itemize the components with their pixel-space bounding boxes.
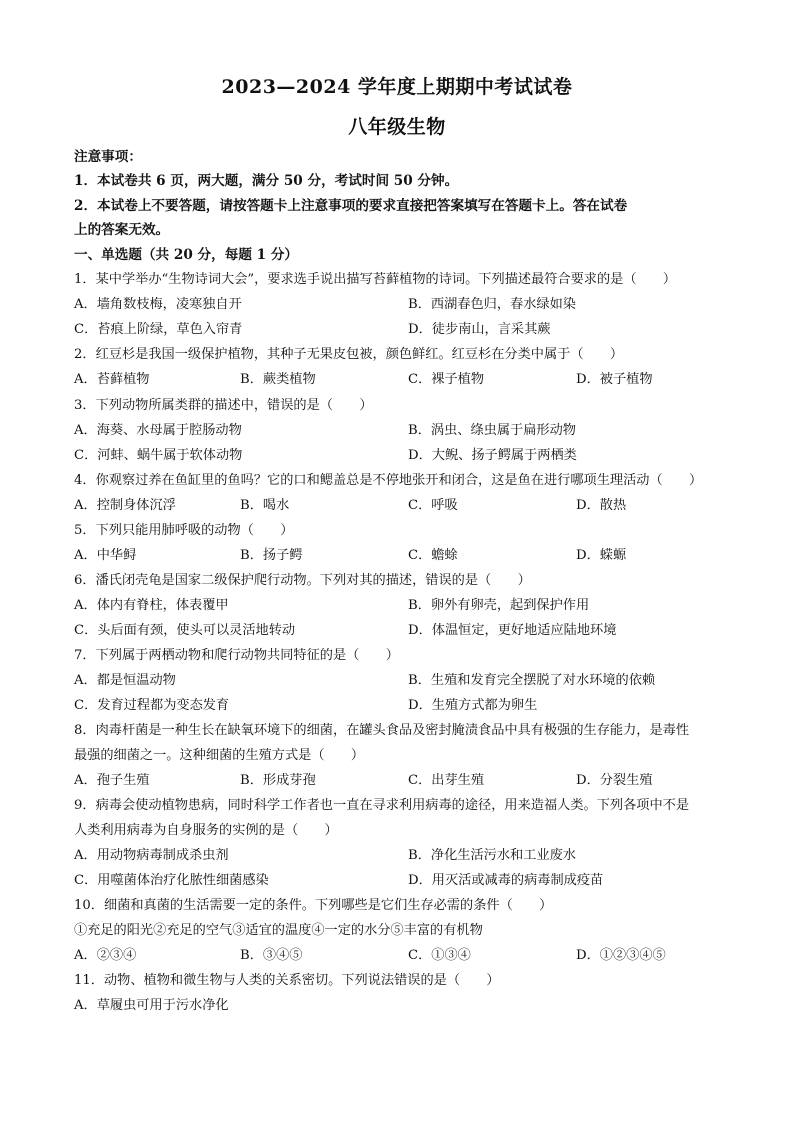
- question-stem-cont: 最强的细菌之一。这种细菌的生殖方式是（ ）: [74, 748, 365, 763]
- option-c: C．呼吸: [408, 498, 458, 513]
- option-c: C．苔痕上阶绿，草色入帘青: [74, 322, 243, 337]
- option-d: D．大鲵、扬子鳄属于两栖类: [408, 448, 577, 463]
- option-a: A．草履虫可用于污水净化: [74, 998, 229, 1013]
- option-b: B．蕨类植物: [240, 372, 316, 387]
- section-heading: 一、单选题（共 20 分，每题 1 分）: [74, 247, 299, 263]
- option-b: B．西湖春色归，春水绿如染: [408, 297, 576, 312]
- option-a: A．②③④: [74, 948, 137, 963]
- option-c: C．头后面有颈，使头可以灵活地转动: [74, 623, 296, 638]
- notice-heading: 注意事项：: [74, 149, 142, 165]
- option-c: C．裸子植物: [408, 372, 485, 387]
- option-c: C．出芽生殖: [408, 773, 485, 788]
- option-d: D．散热: [576, 498, 627, 513]
- option-b: B．扬子鳄: [240, 548, 303, 563]
- option-a: A．苔藓植物: [74, 372, 150, 387]
- notice-item-2: 2．本试卷上不要答题，请按答题卡上注意事项的要求直接把答案填写在答题卡上。答在试卷: [74, 198, 628, 214]
- option-c: C．河蚌、蜗牛属于软体动物: [74, 448, 243, 463]
- question-stem: 1．某中学举办“生物诗词大会”，要求选手说出描写苔藓植物的诗词。下列描述最符合要求的是（ ）: [74, 272, 677, 287]
- question-stem: 3．下列动物所属类群的描述中，错误的是（ ）: [74, 398, 373, 413]
- question-stem-cont: ①充足的阳光②充足的空气③适宜的温度④一定的水分⑤丰富的有机物: [74, 923, 483, 938]
- question-stem: 8．肉毒杆菌是一种生长在缺氧环境下的细菌，在罐头食品及密封腌渍食品中具有极强的生存能力，是毒性: [74, 723, 690, 738]
- option-b: B．净化生活污水和工业废水: [408, 848, 576, 863]
- option-d: D．分裂生殖: [576, 773, 653, 788]
- option-d: D．被子植物: [576, 372, 653, 387]
- question-stem: 5．下列只能用肺呼吸的动物（ ）: [74, 523, 294, 538]
- option-d: D．蝾螈: [576, 548, 627, 563]
- option-c: C．蟾蜍: [408, 548, 458, 563]
- option-a: A．控制身体沉浮: [74, 498, 176, 513]
- option-c: C．发育过程都为变态发育: [74, 698, 230, 713]
- option-a: A．孢子生殖: [74, 773, 150, 788]
- option-a: A．中华鲟: [74, 548, 137, 563]
- option-a: A．海葵、水母属于腔肠动物: [74, 423, 242, 438]
- option-d: D．①②③④⑤: [576, 948, 666, 963]
- option-b: B．形成芽孢: [240, 773, 316, 788]
- question-stem: 6．潘氏闭壳龟是国家二级保护爬行动物。下列对其的描述，错误的是（ ）: [74, 573, 531, 588]
- exam-subject: 八年级生物: [348, 116, 446, 138]
- option-b: B．③④⑤: [240, 948, 303, 963]
- question-stem-cont: 人类利用病毒为自身服务的实例的是（ ）: [74, 823, 338, 838]
- option-d: D．生殖方式都为卵生: [408, 698, 538, 713]
- option-a: A．都是恒温动物: [74, 673, 176, 688]
- option-b: B．涡虫、绦虫属于扁形动物: [408, 423, 576, 438]
- option-a: A．墙角数枝梅，凌寒独自开: [74, 297, 242, 312]
- option-d: D．徒步南山，言采其蕨: [408, 322, 551, 337]
- option-b: B．喝水: [240, 498, 290, 513]
- option-c: C．①③④: [408, 948, 471, 963]
- exam-title: 2023—2024 学年度上期期中考试试卷: [221, 76, 573, 98]
- question-stem: 10．细菌和真菌的生活需要一定的条件。下列哪些是它们生存必需的条件（ ）: [74, 898, 553, 913]
- option-b: B．生殖和发育完全摆脱了对水环境的依赖: [408, 673, 656, 688]
- notice-item-1: 1．本试卷共 6 页，两大题，满分 50 分，考试时间 50 分钟。: [74, 173, 459, 189]
- option-c: C．用噬菌体治疗化脓性细菌感染: [74, 873, 269, 888]
- option-b: B．卵外有卵壳，起到保护作用: [408, 598, 590, 613]
- option-d: D．用灭活或减毒的病毒制成疫苗: [408, 873, 604, 888]
- question-stem: 2．红豆杉是我国一级保护植物，其种子无果皮包被，颜色鲜红。红豆杉在分类中属于（ ）: [74, 347, 624, 362]
- option-d: D．体温恒定，更好地适应陆地环境: [408, 623, 617, 638]
- question-stem: 7．下列属于两栖动物和爬行动物共同特征的是（ ）: [74, 648, 399, 663]
- question-stem: 11．动物、植物和微生物与人类的关系密切。下列说法错误的是（ ）: [74, 973, 500, 988]
- option-a: A．用动物病毒制成杀虫剂: [74, 848, 229, 863]
- question-stem: 9．病毒会使动植物患病，同时科学工作者也一直在寻求利用病毒的途径，用来造福人类。下列各项中不是: [74, 798, 690, 813]
- question-stem: 4．你观察过养在鱼缸里的鱼吗？它的口和鳃盖总是不停地张开和闭合，这是鱼在进行哪项生理活动（ ）: [74, 473, 703, 488]
- notice-item-2-cont: 上的答案无效。: [74, 222, 170, 238]
- option-a: A．体内有脊柱，体表覆甲: [74, 598, 229, 613]
